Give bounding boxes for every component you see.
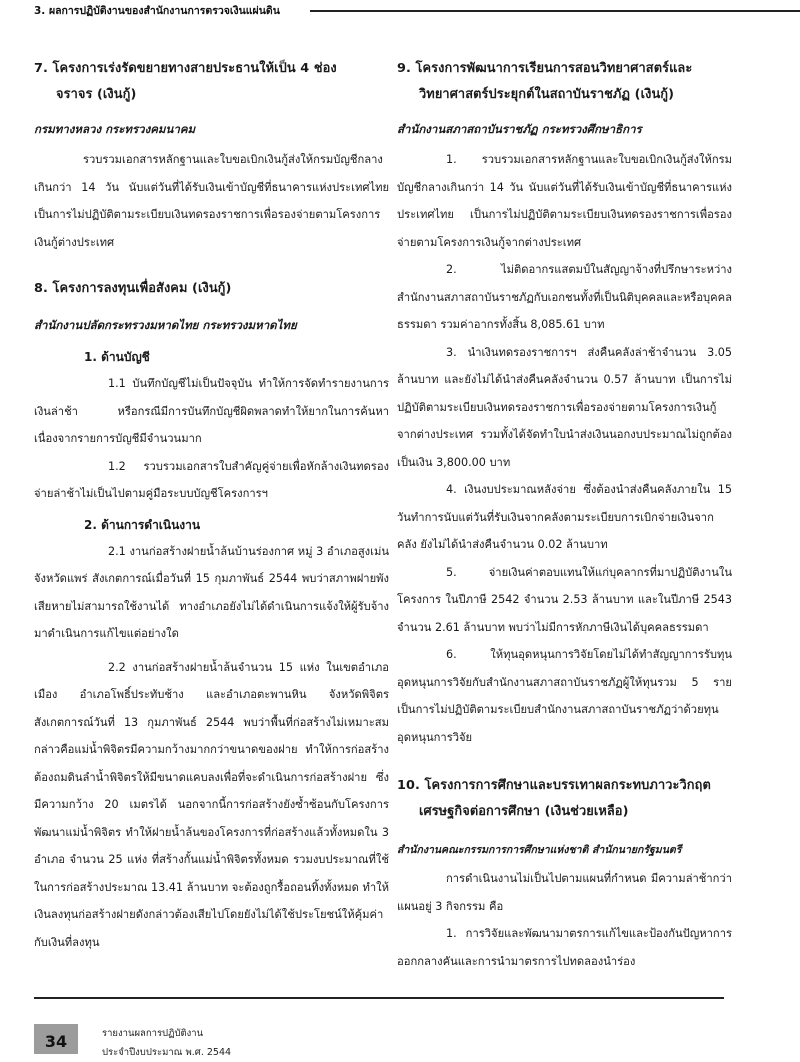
section-8-heading-operations: 2. ด้านการดำเนินงาน xyxy=(84,517,201,532)
section-9-paragraph-3: 3. นำเงินทดรองราชการฯ ส่งคืนคลังล่าช้าจำนวน 3.05 ล้านบาท และยังไม่ได้นำส่งคืนคลังจำนวน 0.57 ล้านบาท เป็นการไม่ปฏิบัติตามระเบียบเงินทดรองราชการเพื่อรองจ่ายตามโครงการเงินกู้จากต่างประเทศ รวมทั้งได้จัดทำใบนำส่งเงินนอกงบประมาณไม่ถูกต้อง เป็นเงิน 3,800.00 บาท xyxy=(397,345,732,469)
section-10-title xyxy=(397,773,732,825)
right-column xyxy=(397,55,732,975)
section-10-agency: สำนักงานคณะกรรมการการศึกษาแห่งชาติ สำนักนายกรัฐมนตรี xyxy=(397,844,682,856)
section-10-intro: การดำเนินงานไม่เป็นไปตามแผนที่กำหนด มีความล่าช้ากว่าแผนอยู่ 3 กิจกรรม คือ xyxy=(397,872,732,913)
section-7-paragraph: รวบรวมเอกสารหลักฐานและใบขอเบิกเงินกู้ส่งให้กรมบัญชีกลางเกินกว่า 14 วัน นับแต่วันที่ได้รับเงินเข้าบัญชีที่ธนาคารแห่งประเทศไทย เป็นการไม่ปฏิบัติตามระเบียบเงินทดรองราชการเพื่อรองจ่ายตามโครงการเงินกู้ต่างประเทศ xyxy=(34,153,389,249)
section-8-title: 8. โครงการลงทุนเพื่อสังคม (เงินกู้) xyxy=(34,281,232,296)
section-9-agency: สำนักงานสภาสถาบันราชภัฏ กระทรวงศึกษาธิการ xyxy=(397,122,642,136)
section-9-paragraph-4: 4. เงินงบประมาณหลังจ่าย ซึ่งต้องนำส่งคืนคลังภายใน 15 วันทำการนับแต่วันที่รับเงินจากคลังตามระเบียบการเบิกจ่ายเงินจากคลัง ยังไม่ได้นำส่งคืนจำนวน 0.02 ล้านบาท xyxy=(397,483,732,551)
section-8-paragraph-2-2: 2.2 งานก่อสร้างฝายน้ำล้นจำนวน 15 แห่ง ในเขตอำเภอเมือง อำเภอโพธิ์ประทับช้าง และอำเภอตะพานหิน จังหวัดพิจิตร สังเกตการณ์วันที่ 13 กุมภาพันธ์ 2544 พบว่าพื้นที่ก่อสร้างไม่เหมาะสม กล่าวคือแม่น้ำพิจิตรมีความกว้างมากกว่าขนาดของฝาย ทำให้การก่อสร้างต้องถมดินลำน้ำพิจิตรให้มีขนาดแคบลงเพื่อที่จะดำเนินการก่อสร้างฝาย ซึ่งมีความกว้าง 20 เมตรได้ นอกจากนี้การก่อสร้างยังซ้ำซ้อนกับโครงการพัฒนาแม่น้ำพิจิตร ทำให้ฝายน้ำล้นของโครงการที่ก่อสร้างแล้วทั้งหมดใน 3 อำเภอ จำนวน 25 แห่ง ที่สร้างกั้นแม่น้ำพิจิตรทั้งหมด รวมงบประมาณที่ใช้ในการก่อสร้างประมาณ 13.41 ล้านบาท จะต้องถูกรื้อถอนทิ้งทั้งหมด ทำให้เงินลงทุนก่อสร้างฝายดังกล่าวต้องเสียไปโดยยังไม่ได้ใช้ประโยชน์ให้คุ้มค่ากับเงินที่ลงทุน xyxy=(34,660,389,949)
section-7-title-line1: 7. โครงการเร่งรัดขยายทางสายประธานให้เป็น 4 ช่อง xyxy=(34,61,337,76)
section-10-title-line1: 10. โครงการการศึกษาและบรรเทาผลกระทบภาวะวิกฤต xyxy=(397,778,711,793)
footer-line-1: รายงานผลการปฏิบัติงาน xyxy=(102,1028,204,1039)
section-9-paragraph-2: 2. ไม่ติดอากรแสตมป์ในสัญญาจ้างที่ปรึกษาระหว่างสำนักงานสภาสถาบันราชภัฏกับเอกชนทั้งที่เป็นนิติบุคคลและหรือบุคคลธรรมดา รวมค่าอากรทั้งสิ้น 8,085.61 บาท xyxy=(397,263,732,331)
section-8-paragraph-2-1: 2.1 งานก่อสร้างฝายน้ำล้นบ้านร่องกาศ หมู่ 3 อำเภอสูงเม่น จังหวัดแพร่ สังเกตการณ์เมื่อวันที่ 15 กุมภาพันธ์ 2544 พบว่าสภาพฝายพังเสียหายไม่สามารถใช้งานได้ ทางอำเภอยังไม่ได้ดำเนินการแจ้งให้ผู้รับจ้างมาดำเนินการแก้ไขแต่อย่างใด xyxy=(34,544,389,640)
header-rule xyxy=(310,10,800,12)
running-header xyxy=(0,0,800,22)
section-7-title-line2: จราจร (เงินกู้) xyxy=(56,87,137,102)
section-9-paragraph-1: 1. รวบรวมเอกสารหลักฐานและใบขอเบิกเงินกู้ส่งให้กรมบัญชีกลางเกินกว่า 14 วัน นับแต่วันที่ได้รับเงินเข้าบัญชีที่ธนาคารแห่งประเทศไทย เป็นการไม่ปฏิบัติตามระเบียบเงินทดรองราชการเพื่อรองจ่ายตามโครงการเงินกู้จากต่างประเทศ xyxy=(397,153,732,249)
footer-rule xyxy=(34,997,724,999)
section-8-agency: สำนักงานปลัดกระทรวงมหาดไทย กระทรวงมหาดไทย xyxy=(34,318,297,332)
section-7-title xyxy=(34,56,389,108)
section-8-paragraph-1-1: 1.1 บันทึกบัญชีไม่เป็นปัจจุบัน ทำให้การจัดทำรายงานการเงินล่าช้า หรือกรณีมีการบันทึกบัญชีผิดพลาดทำให้ยากในการค้นหา เนื่องจากรายการบัญชีมีจำนวนมาก xyxy=(34,377,389,445)
section-9-paragraph-6: 6. ให้ทุนอุดหนุนการวิจัยโดยไม่ได้ทำสัญญาการรับทุนอุดหนุนการวิจัยกับสำนักงานสภาสถาบันราชภัฏผู้ให้ทุนรวม 5 ราย เป็นการไม่ปฏิบัติตามระเบียบสำนักงานสภาสถาบันราชภัฏว่าด้วยทุนอุดหนุนการวิจัย xyxy=(397,648,732,744)
footer-line-2: ประจำปีงบประมาณ พ.ศ. 2544 xyxy=(102,1047,232,1058)
section-9-title xyxy=(397,56,732,108)
section-7-agency: กรมทางหลวง กระทรวงคมนาคม xyxy=(34,122,196,136)
page-number: 34 xyxy=(34,1024,78,1054)
section-9-title-line2: วิทยาศาสตร์ประยุกต์ในสถาบันราชภัฏ (เงินกู้) xyxy=(419,87,675,102)
section-9-paragraph-5: 5. จ่ายเงินค่าตอบแทนให้แก่บุคลากรที่มาปฏิบัติงานในโครงการ ในปีภาษี 2542 จำนวน 2.53 ล้านบาท และในปีภาษี 2543 จำนวน 2.61 ล้านบาท พบว่าไม่มีการหักภาษีเงินได้บุคคลธรรมดา xyxy=(397,565,732,634)
section-10-paragraph-1: 1. การวิจัยและพัฒนามาตรการแก้ไขและป้องกันปัญหาการออกกลางคันและการนำมาตรการไปทดลองนำร่อง xyxy=(397,927,732,968)
section-10-title-line2: เศรษฐกิจต่อการศึกษา (เงินช่วยเหลือ) xyxy=(419,804,629,819)
section-9-title-line1: 9. โครงการพัฒนาการเรียนการสอนวิทยาศาสตร์และ xyxy=(397,61,693,76)
left-column xyxy=(34,55,389,956)
footer-caption xyxy=(102,1024,231,1062)
section-8-heading-accounting: 1. ด้านบัญชี xyxy=(84,350,150,364)
section-8-paragraph-1-2: 1.2 รวบรวมเอกสารใบสำคัญคู่จ่ายเพื่อหักล้างเงินทดรองจ่ายล่าช้าไม่เป็นไปตามคู่มือระบบบัญชีโครงการฯ xyxy=(34,459,389,500)
header-title: 3. ผลการปฏิบัติงานของสำนักงานการตรวจเงินแผ่นดิน xyxy=(34,5,280,17)
